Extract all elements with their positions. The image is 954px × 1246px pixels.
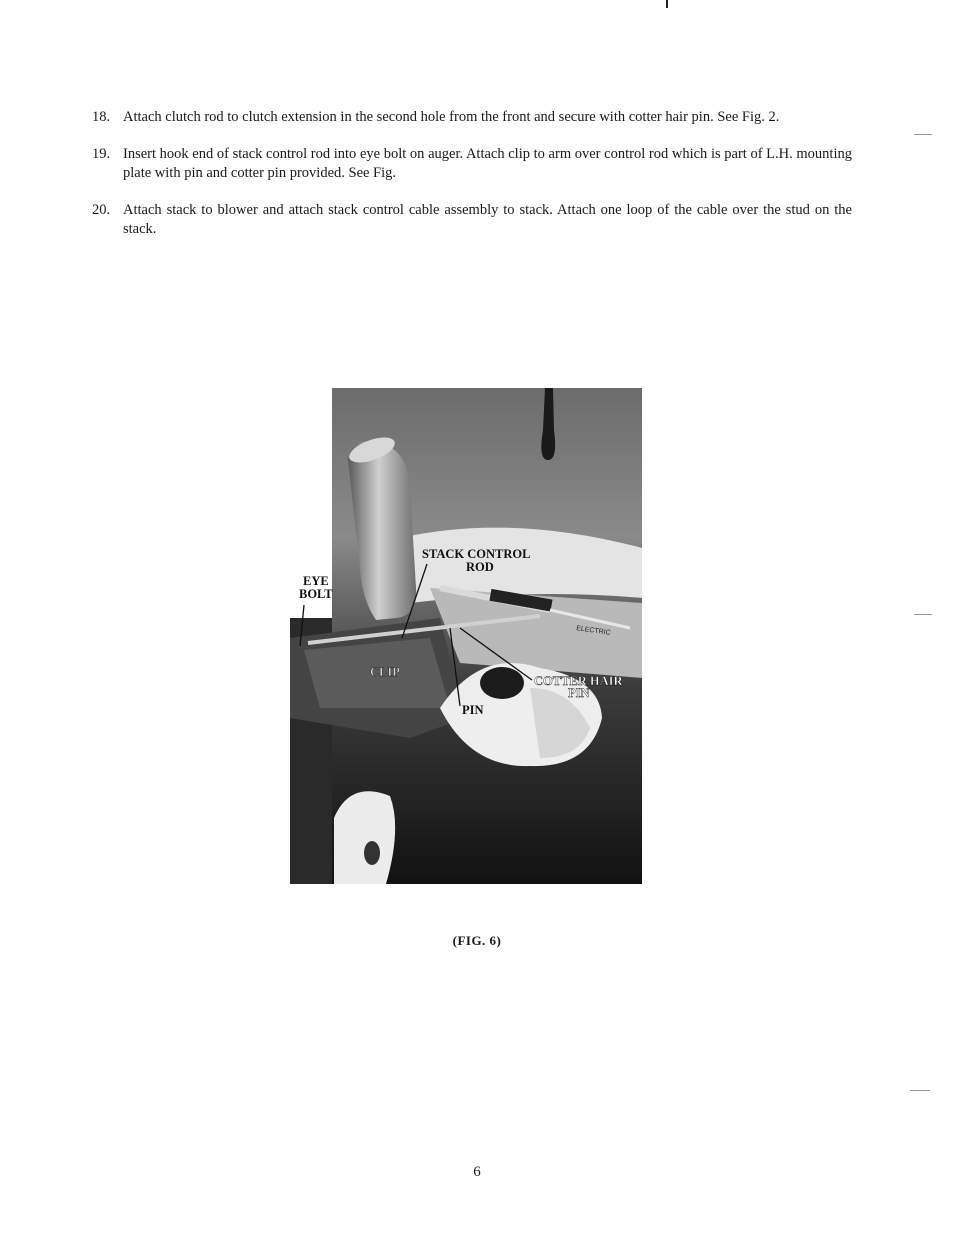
- step-18: [92, 108, 852, 127]
- scan-mark: [914, 134, 932, 135]
- label-pin: PIN: [462, 703, 484, 717]
- step-number: 20.: [92, 202, 111, 218]
- label-rod: ROD: [466, 560, 494, 574]
- step-19: [92, 145, 852, 183]
- label-clip: CLIP: [370, 665, 400, 679]
- step-number: 19.: [92, 146, 111, 162]
- step-number: 18.: [92, 109, 111, 125]
- step-20: [92, 201, 852, 239]
- label-pin-right: PIN: [568, 686, 590, 700]
- step-text: Attach stack to blower and attach stack control cable assembly to stack. Attach one loop of the cable over the stud on the stack.: [123, 202, 852, 237]
- scan-mark: [666, 0, 668, 8]
- step-text: Insert hook end of stack control rod into eye bolt on auger. Attach clip to arm over control rod which is part of L.H. mounting plate with pin and cotter pin provided. See Fig.: [123, 146, 852, 181]
- scan-mark: [910, 1090, 930, 1091]
- figure-6-photo: [290, 388, 642, 884]
- step-text: Attach clutch rod to clutch extension in the second hole from the front and secure with cotter hair pin. See Fig. 2.: [123, 109, 780, 125]
- label-bolt: BOLT: [299, 587, 333, 601]
- instruction-list: [92, 108, 852, 257]
- scan-mark: [914, 614, 932, 615]
- label-cotter-hair: COTTER HAIR: [534, 674, 623, 688]
- page-number: 6: [473, 1164, 481, 1180]
- label-eye: EYE: [303, 574, 329, 588]
- label-stack-control: STACK CONTROL: [422, 547, 531, 561]
- label-electric: ELECTRIC: [575, 625, 611, 637]
- figure-caption: (FIG. 6): [452, 933, 502, 948]
